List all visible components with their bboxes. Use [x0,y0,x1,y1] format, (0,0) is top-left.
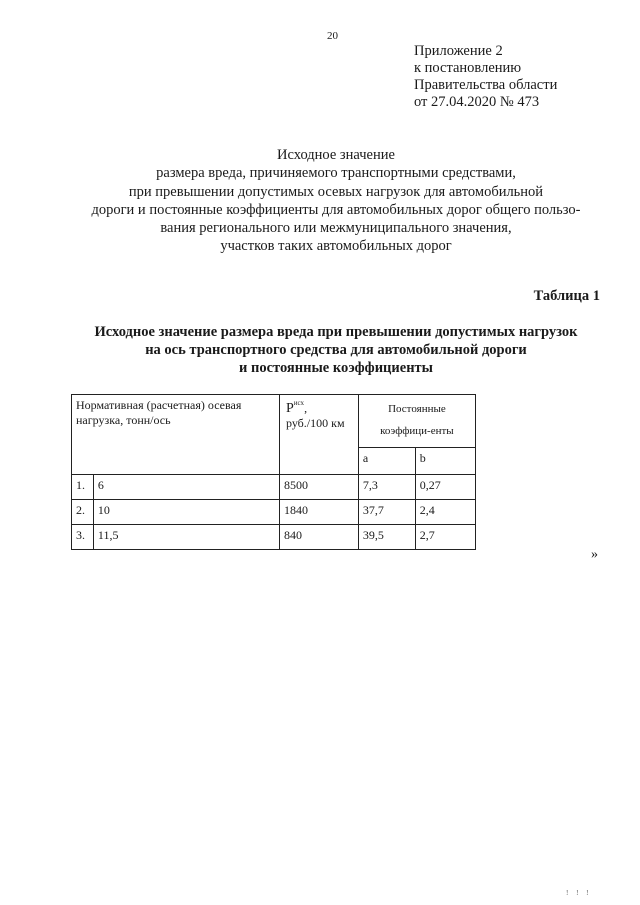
table-row [72,525,476,550]
heading-line: дороги и постоянные коэффициенты для автомобильных дорог общего пользо- [91,201,581,218]
row-number: 2. [72,500,94,525]
table-label: Таблица 1 [533,288,600,304]
table-title-line: на ось транспортного средства для автомобильной дороги [145,342,527,358]
header-coef-cell [358,395,475,448]
row-b-value: 2,7 [415,525,475,550]
table-title [56,323,616,377]
table-header-row [72,395,476,448]
appendix-block [414,43,557,111]
row-p-value: 1840 [280,500,359,525]
header-coef-text: Постоянные коэффици-енты [380,403,454,437]
row-load: 11,5 [93,525,279,550]
table-title-line: Исходное значение размера вреда при превышении допустимых нагрузок [94,324,578,340]
table-row [72,500,476,525]
heading-line: вания регионального или межмуниципального значения, [160,220,512,237]
footer-marks: ! ! ! [566,889,592,897]
appendix-line: к постановлению [414,60,522,76]
row-load: 10 [93,500,279,525]
header-p-symbol: P [286,401,294,416]
appendix-line: Правительства области [414,77,558,93]
header-b-cell: b [415,448,475,475]
row-load: 6 [93,475,279,500]
document-heading [56,146,616,256]
row-p-value: 840 [280,525,359,550]
appendix-line: от 27.04.2020 № 473 [414,94,540,110]
row-number: 1. [72,475,94,500]
row-b-value: 0,27 [415,475,475,500]
table-row [72,475,476,500]
row-a-value: 39,5 [358,525,415,550]
header-p-subscript: исх [293,399,305,407]
header-load-cell [72,395,280,475]
row-number: 3. [72,525,94,550]
heading-line: при превышении допустимых осевых нагрузок для автомобильной [128,183,544,200]
table-title-line: и постоянные коэффициенты [239,360,433,376]
header-p-cell [280,395,359,475]
heading-line: Исходное значение [277,147,395,163]
header-p-comma: , [304,401,308,415]
row-a-value: 37,7 [358,500,415,525]
row-p-value: 8500 [280,475,359,500]
header-load-text: Нормативная (расчетная) осевая нагрузка, тонн/ось [76,398,242,427]
header-p-unit: руб./100 км [286,416,345,430]
page-number: 20 [327,30,338,42]
closing-quote: » [591,547,598,562]
row-b-value: 2,4 [415,500,475,525]
heading-line: участков таких автомобильных дорог [220,238,452,255]
heading-line: размера вреда, причиняемого транспортными средствами, [156,165,516,182]
header-a-cell: a [358,448,415,475]
coefficients-table [71,394,476,550]
appendix-line: Приложение 2 [414,43,503,59]
row-a-value: 7,3 [358,475,415,500]
